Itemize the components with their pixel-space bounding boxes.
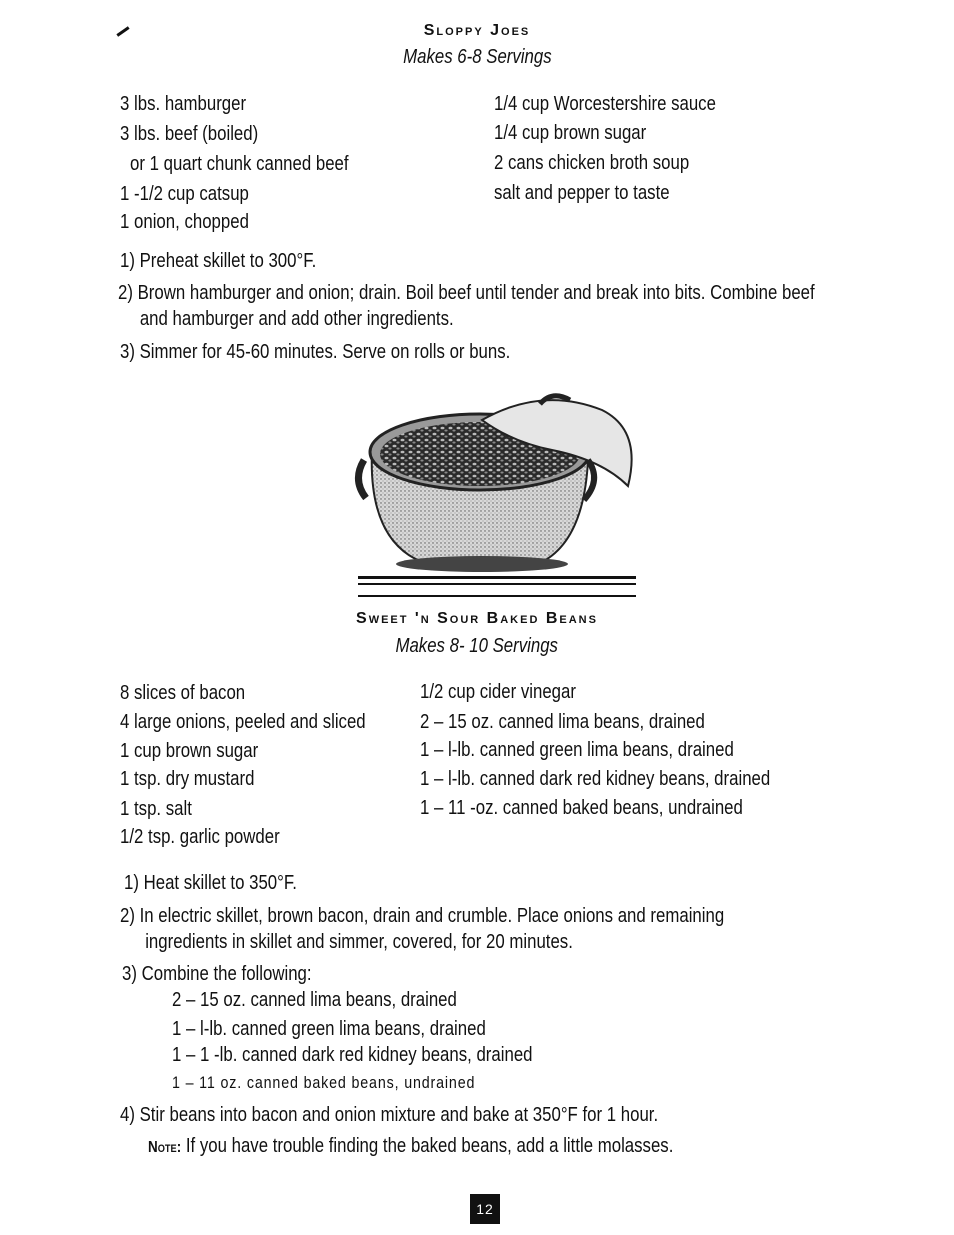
ingredient: 1/2 tsp. garlic powder [120,826,280,848]
recipe2-title: Sweet 'n Sour Baked Beans [356,610,598,627]
ingredient: 1/2 cup cider vinegar [420,681,576,703]
ingredient: 1 -1/2 cup catsup [120,183,249,205]
ingredient: 2 cans chicken broth soup [494,152,690,174]
ingredient: 1 onion, chopped [120,211,249,233]
recipe1-title: Sloppy Joes [423,22,531,39]
ingredient: 1/4 cup Worcestershire sauce [494,93,716,115]
recipe1-servings: Makes 6-8 Servings [402,46,552,68]
ingredient: 1/4 cup brown sugar [494,122,647,144]
note-label: Note: [148,1139,182,1156]
ingredient: 3 lbs. hamburger [120,93,247,115]
bean-pot-illustration [352,390,636,602]
ingredient: 1 tsp. salt [120,798,192,820]
step: 3) Combine the following: [122,963,312,985]
list-item: 1 – 11 oz. canned baked beans, undrained [172,1073,476,1092]
ingredient: salt and pepper to taste [494,182,670,204]
page-number: 12 [470,1194,500,1224]
list-item: 2 – 15 oz. canned lima beans, drained [172,989,457,1011]
note-text: If you have trouble finding the baked beans, add a little molasses. [185,1135,674,1157]
ingredient: 1 cup brown sugar [120,740,259,762]
ingredient: 2 – 15 oz. canned lima beans, drained [420,711,705,733]
step: 2) In electric skillet, brown bacon, drain and crumble. Place onions and remaining ingredients in skillet and simmer, covered, for 20 minutes. [120,905,725,953]
step: 2) Brown hamburger and onion; drain. Boil beef until tender and break into bits. Combine beef and hamburger and add other ingredients. [118,282,815,330]
step: 3) Simmer for 45-60 minutes. Serve on rolls or buns. [120,341,511,363]
ingredient: 1 – l-lb. canned dark red kidney beans, drained [420,768,771,790]
ingredient: 1 – l-lb. canned green lima beans, drained [420,739,734,761]
ingredient: 3 lbs. beef (boiled) [120,123,259,145]
step: 1) Heat skillet to 350°F. [124,872,297,894]
ingredient: 8 slices of bacon [120,682,246,704]
ingredient: 1 tsp. dry mustard [120,768,255,790]
list-item: 1 – l-lb. canned green lima beans, drained [172,1018,486,1040]
recipe2-servings: Makes 8- 10 Servings [395,635,559,657]
step: 1) Preheat skillet to 300°F. [120,250,317,272]
ingredient: or 1 quart chunk canned beef [130,153,349,175]
note [148,1134,673,1160]
list-item: 1 – 1 -lb. canned dark red kidney beans, drained [172,1044,533,1066]
ingredient: 1 – 11 -oz. canned baked beans, undrained [420,797,743,819]
ingredient: 4 large onions, peeled and sliced [120,711,366,733]
step: 4) Stir beans into bacon and onion mixture and bake at 350°F for 1 hour. [120,1104,659,1126]
